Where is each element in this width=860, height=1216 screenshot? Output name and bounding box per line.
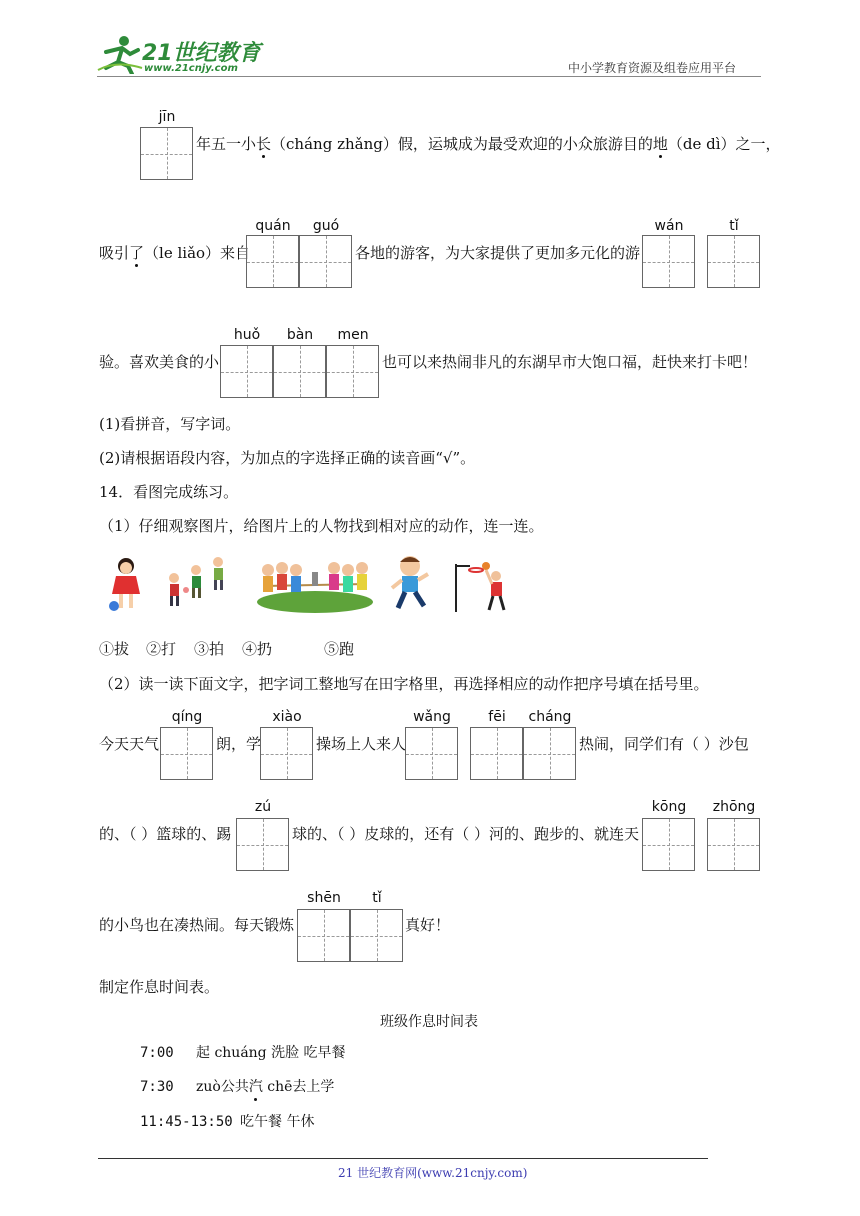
logo-url: www.21cnjy.com <box>144 63 238 74</box>
pinyin-kong: kōng <box>651 799 687 815</box>
pinyin-chang: cháng <box>528 709 572 725</box>
dotted-char: 长 <box>256 135 272 153</box>
pinyin-wang: wǎng <box>413 709 451 725</box>
tianzige-box[interactable] <box>220 345 273 398</box>
schedule-time: 7:00 <box>140 1045 174 1061</box>
tianzige-box[interactable] <box>236 818 289 871</box>
tianzige-box[interactable] <box>707 235 760 288</box>
passage-line-3b: 也可以来热闹非凡的东湖早市大饱口福，赶快来打卡吧！ <box>382 353 758 371</box>
question-14-1: （1）仔细观察图片，给图片上的人物找到相对应的动作，连一连。 <box>99 517 544 535</box>
tug-of-war-icon <box>256 556 374 614</box>
pinyin-men: men <box>337 327 369 343</box>
tianzige-box[interactable] <box>523 727 576 780</box>
pinyin-huo: huǒ <box>233 327 261 343</box>
p2-row3a: 的小鸟也在凑热闹。每天锻炼 <box>99 916 295 934</box>
schedule-time: 11:45-13:50 <box>140 1114 233 1130</box>
basketball-hoop-icon <box>452 556 514 614</box>
p2-row2b: 球的、（ ）皮球的，还有（ ）河的、跑步的、就连天 <box>292 825 640 843</box>
kids-throwing-icon <box>160 556 232 610</box>
pinyin-zu: zú <box>254 799 272 815</box>
action-item: ②打 <box>146 640 177 658</box>
dotted-char: 地 <box>652 135 668 153</box>
dotted-char: 了 <box>129 244 145 262</box>
pinyin-shen: shēn <box>307 890 341 906</box>
pinyin-wan: wán <box>654 218 684 234</box>
pinyin-ti2: tǐ <box>372 890 382 906</box>
tianzige-box[interactable] <box>642 818 695 871</box>
p2-row3b: 真好！ <box>405 916 451 934</box>
pinyin-quan: quán <box>255 218 291 234</box>
pinyin-jin: jīn <box>158 109 176 125</box>
p2-row1c: 操场上人来人 <box>316 735 407 753</box>
tianzige-box[interactable] <box>273 345 326 398</box>
pinyin-fei: fēi <box>488 709 506 725</box>
runner-logo-icon <box>96 34 144 74</box>
question-14-2: （2）读一读下面文字，把字词工整地写在田字格里，再选择相应的动作把序号填在括号里。 <box>99 675 709 693</box>
tianzige-box[interactable] <box>246 235 299 288</box>
p2-row1b: 朗，学 <box>216 735 262 753</box>
tianzige-box[interactable] <box>642 235 695 288</box>
dotted-char: 汽 <box>248 1079 263 1095</box>
boy-running-icon <box>388 554 434 614</box>
pinyin-guo: guó <box>312 218 340 234</box>
tianzige-box[interactable] <box>140 127 193 180</box>
action-item: ④扔 <box>242 640 273 658</box>
tianzige-box[interactable] <box>470 727 523 780</box>
schedule-activity: zuò公共汽 chē去上学 <box>196 1079 335 1095</box>
p2-row1d: 热闹，同学们有（ ）沙包 <box>579 735 749 753</box>
girl-bouncing-ball-icon <box>104 556 148 614</box>
schedule-activity: 起 chuáng 洗脸 吃早餐 <box>196 1045 346 1061</box>
pinyin-xiao: xiào <box>272 709 302 725</box>
pinyin-ban: bàn <box>286 327 314 343</box>
action-item: ①拔 <box>99 640 130 658</box>
action-item: ③拍 <box>194 640 225 658</box>
p2-row2a: 的、（ ）篮球的、踢 <box>99 825 232 843</box>
tianzige-box[interactable] <box>160 727 213 780</box>
passage-line-1: 年五一小长（cháng zhǎng）假，运城成为最受欢迎的小众旅游目的地（de dì）之一， <box>196 135 781 153</box>
tianzige-box[interactable] <box>297 909 350 962</box>
question-2: (2)请根据语段内容，为加点的字选择正确的读音画“√”。 <box>99 449 476 467</box>
header-right-text: 中小学教育资源及组卷应用平台 <box>568 61 737 75</box>
header-logo <box>96 34 261 76</box>
action-item: ⑤跑 <box>324 640 355 658</box>
question-1: (1)看拼音，写字词。 <box>99 415 241 433</box>
passage-line-3a: 验。喜欢美食的小 <box>99 353 220 371</box>
passage-line-2b: 各地的游客，为大家提供了更加多元化的游 <box>355 244 641 262</box>
schedule-activity: 吃午餐 午休 <box>240 1114 315 1130</box>
tianzige-box[interactable] <box>350 909 403 962</box>
footer-divider <box>98 1158 708 1159</box>
p2-row1a: 今天天气 <box>99 735 160 753</box>
pinyin-zhong: zhōng <box>712 799 756 815</box>
question-14-title: 14．看图完成练习。 <box>99 483 239 501</box>
tianzige-box[interactable] <box>326 345 379 398</box>
passage-line-2a: 吸引了（le liǎo）来自 <box>99 244 251 262</box>
header-divider <box>97 76 761 77</box>
tianzige-box[interactable] <box>260 727 313 780</box>
tianzige-box[interactable] <box>707 818 760 871</box>
logo-text: 21世纪教育 <box>142 41 261 66</box>
schedule-title: 班级作息时间表 <box>380 1014 478 1030</box>
tianzige-box[interactable] <box>405 727 458 780</box>
schedule-time: 7:30 <box>140 1079 174 1095</box>
pinyin-qing: qíng <box>171 709 203 725</box>
schedule-intro: 制定作息时间表。 <box>99 978 220 996</box>
footer-text[interactable]: 21 世纪教育网(www.21cnjy.com) <box>338 1166 528 1180</box>
tianzige-box[interactable] <box>299 235 352 288</box>
pinyin-ti: tǐ <box>729 218 739 234</box>
